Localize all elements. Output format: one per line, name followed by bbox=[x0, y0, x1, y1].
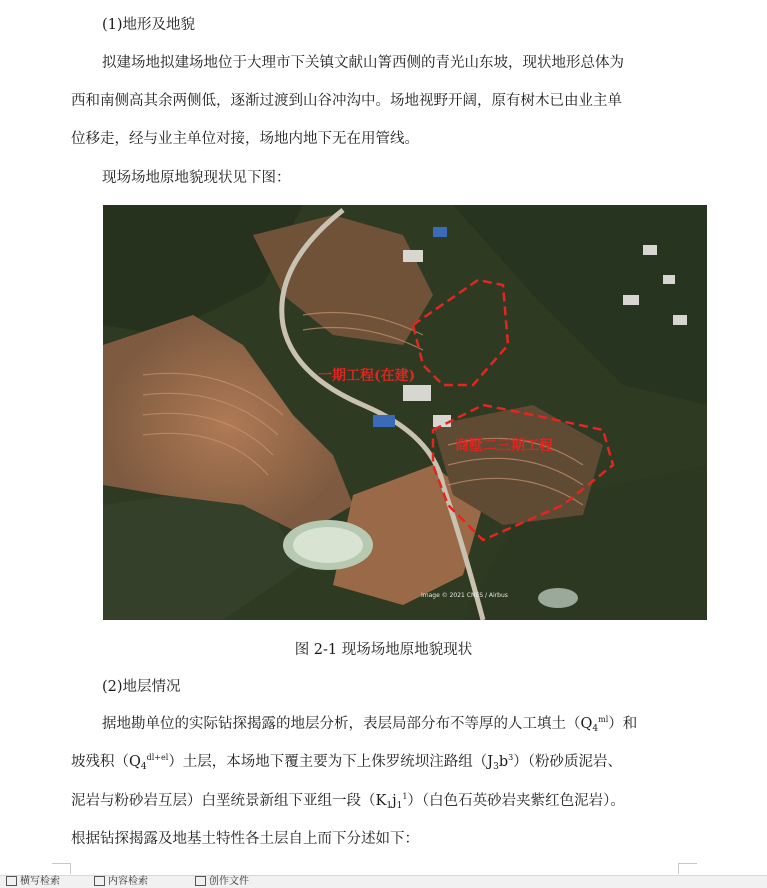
document-icon bbox=[94, 876, 105, 886]
section-heading-terrain: (1)地形及地貌 bbox=[102, 17, 196, 33]
figure-intro-text: 现场场地原地貌现状见下图： bbox=[102, 170, 291, 186]
paragraph-line: 拟建场地拟建场地位于大理市下关镇文献山箐西侧的青光山东坡，现状地形总体为 bbox=[102, 55, 624, 71]
paragraph-line: 西和南侧高其余两侧低，逐渐过渡到山谷冲沟中。场地视野开阔，原有树木已由业主单 bbox=[71, 93, 622, 109]
section-heading-strata: (2)地层情况 bbox=[102, 679, 181, 695]
paragraph-line: 位移走，经与业主单位对接，场地内地下无在用管线。 bbox=[71, 131, 419, 147]
search-content-tab[interactable]: 内容检索 bbox=[94, 876, 148, 888]
label-phase2: 商墅二三期工程 bbox=[455, 438, 553, 454]
paragraph-line: 据地勘单位的实际钻探揭露的地层分析，表层局部分布不等厚的人工填土$(Q_4^{ml})$和 bbox=[102, 715, 638, 734]
site-satellite-photo bbox=[103, 205, 707, 620]
bottom-navigation-bar bbox=[0, 875, 767, 888]
document-icon bbox=[6, 876, 17, 886]
paragraph-line: 泥岩与粉砂岩互层）白垩统景新组下亚组一段$(K_1j_1^1)$（白色石英砂岩夹紫红色泥岩）。 bbox=[71, 792, 625, 811]
figure-caption: 图 2-1 现场场地原地貌现状 bbox=[294, 642, 473, 658]
paragraph-line: 根据钻探揭露及地基土特性各土层自上而下分述如下： bbox=[71, 831, 419, 847]
file-icon bbox=[195, 876, 206, 886]
margin-corner-mark bbox=[678, 863, 697, 874]
create-file-tab[interactable]: 创作文件 bbox=[195, 876, 249, 888]
paragraph-line: 坡残积$(Q_4^{dl+el})$土层，本场地下覆主要为下上侏罗统坝注路组$(J_3b^3)$（粉砂质泥岩、 bbox=[71, 753, 622, 772]
image-watermark: Image © 2021 CNES / Airbus bbox=[421, 592, 508, 599]
margin-corner-mark bbox=[52, 863, 71, 874]
search-horizontal-tab[interactable]: 横写检索 bbox=[6, 876, 60, 888]
label-phase1: 一期工程(在建) bbox=[318, 368, 416, 384]
